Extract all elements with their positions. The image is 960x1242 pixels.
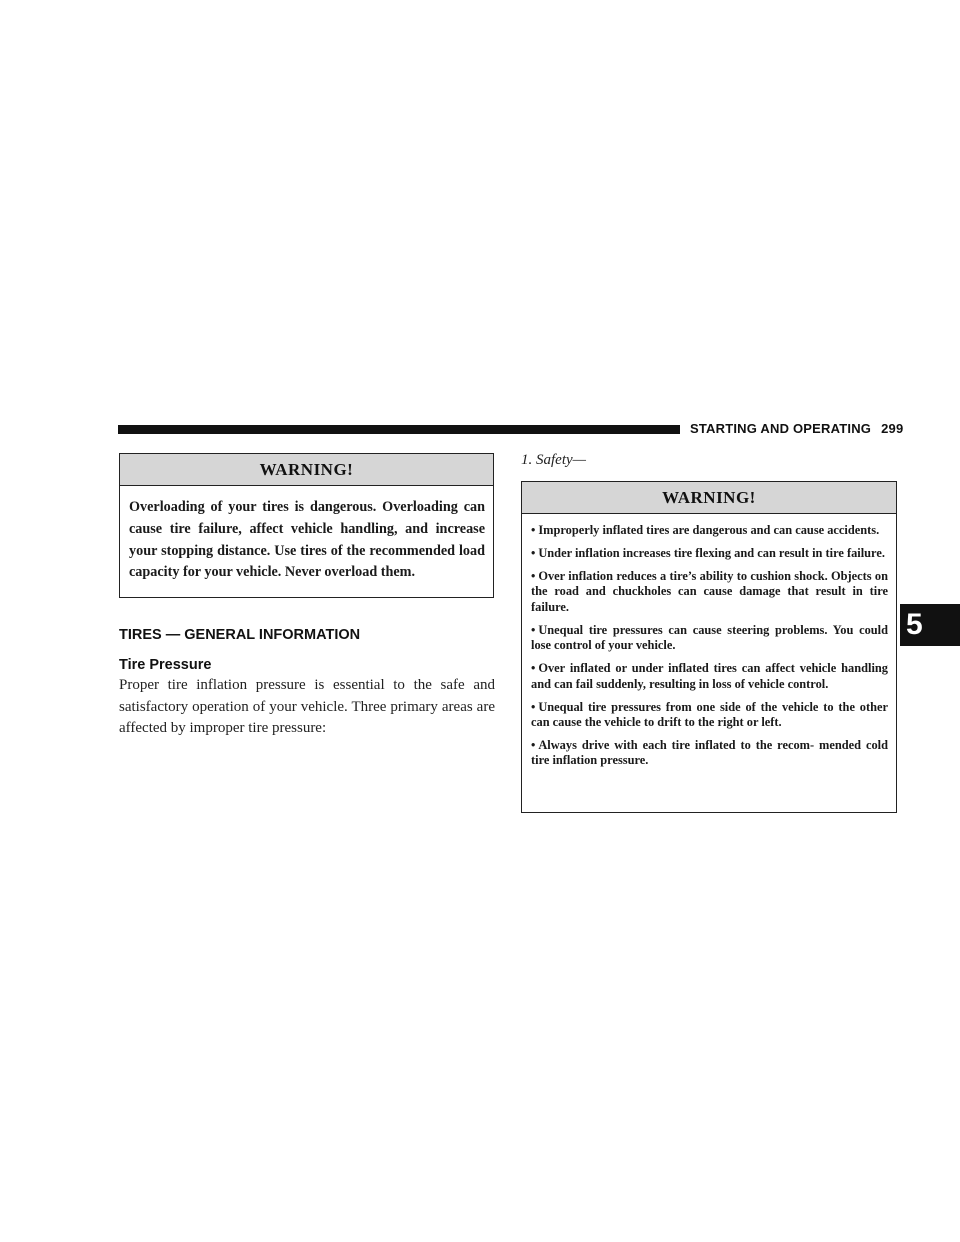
tire-pressure-warning-box [521,481,897,813]
warning-title: WARNING! [120,454,493,486]
warning-bullet: • Unequal tire pressures from one side of the vehicle to the other can cause the vehicle to drift to the right or left. [531,699,888,730]
header-rule [118,425,680,434]
overload-warning-box [119,453,494,598]
page-number: 299 [881,421,904,436]
warning-text: Overloading of your tires is dangerous. Overloading can cause tire failure, affect vehicle handling, and increase your stopping distance. Use tires of the recommended load capacity for your vehicle. Never overload them. [129,499,485,581]
warning-title: WARNING! [522,482,896,514]
warning-bullet-list [522,514,896,769]
chapter-number: 5 [906,608,923,641]
warning-bullet: • Over inflated or under inflated tires can affect vehicle handling and can fail suddenly, resulting in loss of vehicle control. [531,661,888,691]
warning-bullet: • Always drive with each tire inflated to the recom- mended cold tire inflation pressure. [531,738,888,768]
header-section: STARTING AND OPERATING [690,421,872,436]
section-title: TIRES — GENERAL INFORMATION [119,627,361,643]
warning-bullet: • Over inflation reduces a tire’s ability to cushion shock. Objects on the road and chuckholes can cause damage that result in tire failure. [531,569,888,614]
warning-bullet: • Unequal tire pressures can cause steering problems. You could lose control of your vehicle. [531,622,888,653]
safety-item-label: 1. Safety— [521,452,586,468]
body-paragraph: Proper tire inflation pressure is essential to the safe and satisfactory operation of your vehicle. Three primary areas are affected by improper tire pressure: [119,677,495,736]
subsection-title: Tire Pressure [119,657,212,673]
warning-bullet: • Under inflation increases tire flexing and can result in tire failure. [531,546,885,560]
chapter-tab [900,604,960,646]
warning-bullet: • Improperly inflated tires are dangerous and can cause accidents. [531,523,880,537]
running-header [690,420,903,438]
